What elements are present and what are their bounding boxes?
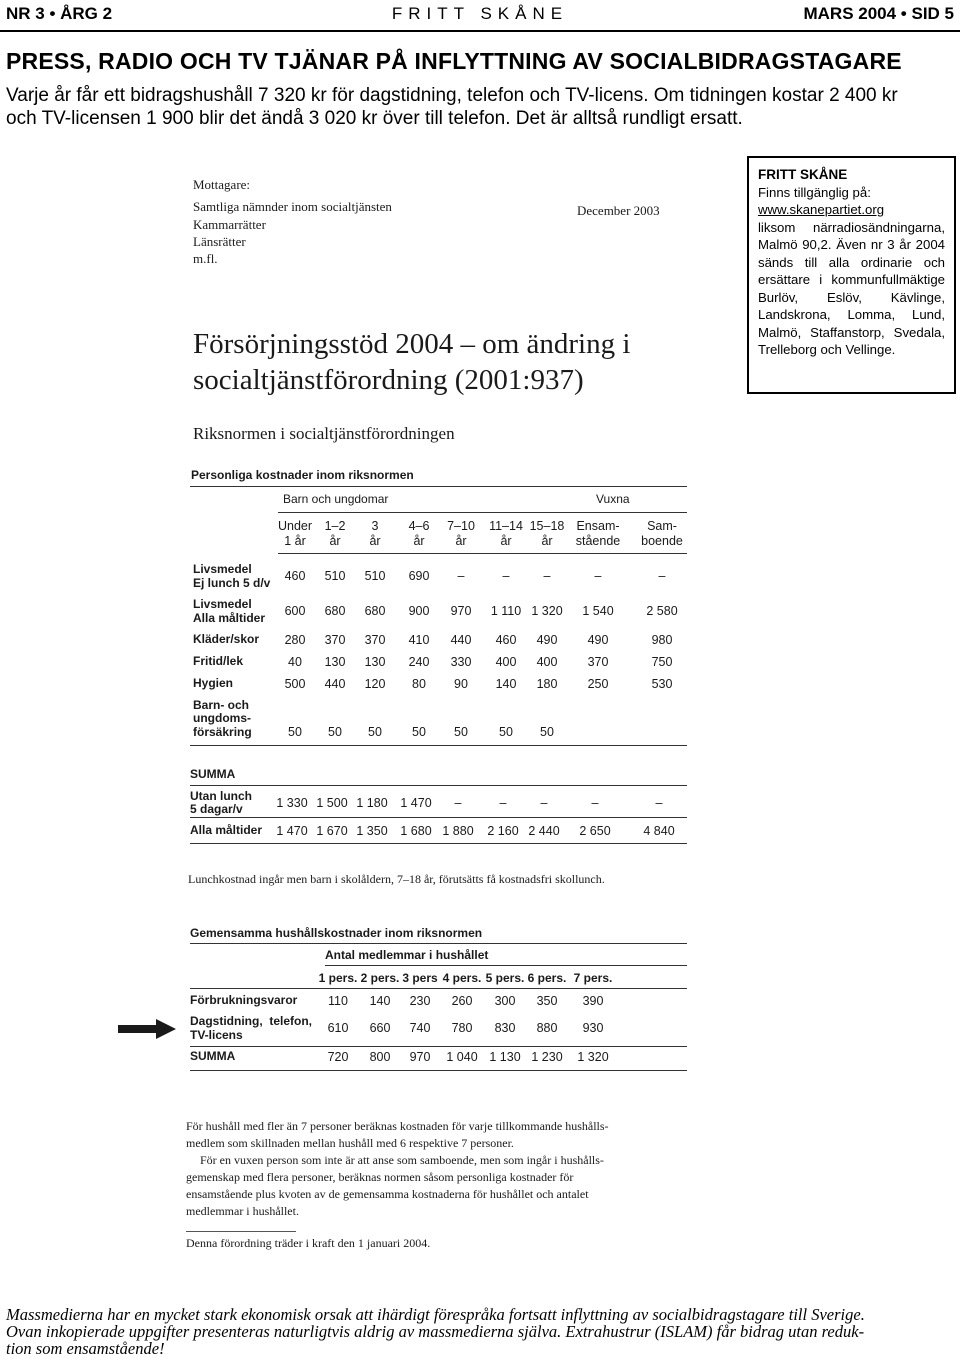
table2-cell: 970 <box>409 1050 431 1064</box>
table1-cell: 490 <box>536 633 558 647</box>
table1-cell: 120 <box>364 677 386 691</box>
note-rule <box>186 1231 296 1232</box>
table-rule <box>325 965 687 966</box>
table-rule <box>190 943 687 944</box>
table2-col-header: 4 pers. <box>442 971 482 985</box>
table1-title: Personliga kostnader inom riksnormen <box>191 468 414 482</box>
table1-cell: 690 <box>408 569 430 583</box>
table-rule <box>190 817 687 818</box>
table1-col-header: år <box>455 534 467 548</box>
lead-line: Varje år får ett bidragshushåll 7 320 kr för dagstidning, telefon och TV-licens. Om tidningen kostar 2 400 kr <box>6 85 898 106</box>
table1-cell: 50 <box>499 725 513 739</box>
issue-number: NR 3 • ÅRG 2 <box>6 4 113 23</box>
table-rule <box>190 785 687 786</box>
table1-col-header: år <box>500 534 512 548</box>
table2-cell: 260 <box>451 994 473 1008</box>
table2-title: Gemensamma hushållskostnader inom riksnormen <box>190 926 483 940</box>
table2-cell: 880 <box>536 1021 558 1035</box>
table2-cell: 230 <box>409 994 431 1008</box>
table2-row-label: SUMMA <box>190 1049 236 1063</box>
lead-line: och TV-licensen 1 900 blir det ändå 3 020 kr över till telefon. Det är alltså rundligt ersatt. <box>6 108 743 129</box>
table1-cell: 510 <box>324 569 346 583</box>
table1-cell: 50 <box>454 725 468 739</box>
table2-cell: 390 <box>582 994 604 1008</box>
table1-sum-cell: – <box>454 796 462 810</box>
table-rule <box>190 745 687 746</box>
table-rule <box>190 988 687 989</box>
table1-cell: 750 <box>651 655 673 669</box>
table2-cell: 300 <box>494 994 516 1008</box>
table1-row-label: Ej lunch 5 d/v <box>193 576 271 590</box>
table1-cell: 50 <box>540 725 554 739</box>
table1-sum-label: Utan lunch <box>190 789 252 803</box>
table2-cell: 800 <box>369 1050 391 1064</box>
table1-col-header: Sam- <box>647 519 677 533</box>
table1-sum-cell: 1 470 <box>400 796 432 810</box>
table1-cell: 50 <box>412 725 426 739</box>
table1-cell: 1 540 <box>582 604 614 618</box>
table1-cell: 50 <box>288 725 302 739</box>
table1-cell: 1 320 <box>531 604 563 618</box>
table-rule <box>190 1070 687 1071</box>
recipient: Kammarrätter <box>193 217 266 232</box>
table1-sum-cell: 1 350 <box>356 824 388 838</box>
table1-cell: 40 <box>288 655 302 669</box>
table1-sum-label: 5 dagar/v <box>190 802 243 816</box>
table2-cell: 1 040 <box>446 1050 478 1064</box>
lead-paragraph <box>6 84 958 130</box>
table1-cell: 980 <box>651 633 673 647</box>
table1-row-label: Fritid/lek <box>193 654 244 668</box>
table1-cell: 130 <box>364 655 386 669</box>
table1-cell: – <box>502 569 510 583</box>
table1-sum-cell: – <box>655 796 663 810</box>
footer-line: Ovan inkopierade uppgifter presenteras naturligtvis aldrig av massmedierna själva. Extrahustrur (ISLAM) får bidrag utan reduk- <box>6 1322 865 1341</box>
table1-col-header: år <box>329 534 341 548</box>
table2-cell: 720 <box>327 1050 349 1064</box>
arrow-right-icon <box>116 1018 178 1040</box>
table1-cell: 410 <box>408 633 430 647</box>
table1-cell: 50 <box>368 725 382 739</box>
table-rule <box>190 486 687 487</box>
recipient: m.fl. <box>193 251 218 266</box>
table1-cell: 330 <box>450 655 472 669</box>
table1-col-header: 1–2 <box>324 519 346 533</box>
table2-cell: 350 <box>536 994 558 1008</box>
info-box-line: Finns tillgänglig på: <box>758 184 871 200</box>
table1-cell: 1 110 <box>490 604 522 618</box>
effective-date: Denna förordning träder i kraft den 1 januari 2004. <box>186 1236 431 1250</box>
table1-sum-cell: 2 160 <box>487 824 519 838</box>
table-rule <box>278 512 687 513</box>
table1-sum-cell: – <box>540 796 548 810</box>
table1-cell: 80 <box>412 677 426 691</box>
date-page: MARS 2004 • SID 5 <box>803 4 954 23</box>
table2-col-header: 5 pers. <box>485 971 525 985</box>
website-link[interactable]: www.skanepartiet.org <box>758 202 885 217</box>
table2-cell: 110 <box>328 994 348 1008</box>
table1-cell: 140 <box>495 677 517 691</box>
info-box <box>747 156 956 394</box>
table1-sum-cell: 4 840 <box>643 824 675 838</box>
table1-row-label: Kläder/skor <box>193 632 260 646</box>
table2-cell: 1 230 <box>531 1050 563 1064</box>
table1-sum-cell: 1 180 <box>356 796 388 810</box>
table2-col-header: 2 pers. <box>360 971 400 985</box>
table1-row-label: Hygien <box>193 676 234 690</box>
table2-cell: 740 <box>409 1021 431 1035</box>
table1-cell: 460 <box>495 633 517 647</box>
table1-cell: 50 <box>328 725 342 739</box>
table2-col-header: 6 pers. <box>527 971 567 985</box>
table2-row-label: Förbrukningsvaror <box>190 993 298 1007</box>
table1-col-header: år <box>413 534 425 548</box>
table2-cell: 1 320 <box>577 1050 609 1064</box>
table1-cell: 130 <box>324 655 346 669</box>
table1-cell: 400 <box>495 655 517 669</box>
table1-cell: – <box>457 569 465 583</box>
table1-col-header: boende <box>641 534 683 548</box>
table2-note-line: ensamstående plus kvoten av de gemensamma kostnaderna för hushållet och antalet <box>186 1187 589 1201</box>
document-title: Försörjningsstöd 2004 – om ändring i <box>193 328 631 360</box>
table1-cell: 440 <box>324 677 346 691</box>
table2-cell: 930 <box>582 1021 604 1035</box>
table1-cell: – <box>543 569 551 583</box>
table1-col-header: stående <box>575 534 621 548</box>
table1-row-label: Barn- och <box>193 698 250 712</box>
table1-cell: 500 <box>284 677 306 691</box>
header-rule <box>0 30 960 32</box>
table-rule <box>190 1046 687 1047</box>
table1-cell: – <box>658 569 666 583</box>
table1-note: Lunchkostnad ingår men barn i skolåldern, 7–18 år, förutsätts få kostnadsfri skollunch. <box>188 872 605 886</box>
table1-cell: 680 <box>324 604 346 618</box>
table2-cell: 610 <box>327 1021 349 1035</box>
table1-row-label: Livsmedel <box>193 597 252 611</box>
table2-cell: 140 <box>369 994 391 1008</box>
table1-sum-cell: 1 670 <box>316 824 348 838</box>
info-box-title: FRITT SKÅNE <box>758 167 848 182</box>
table1-cell: 180 <box>536 677 558 691</box>
table1-col-header: 3 <box>371 519 379 533</box>
table1-col-header: 11–14 <box>489 519 523 533</box>
table1-cell: 370 <box>324 633 346 647</box>
footer-commentary <box>6 1306 956 1357</box>
table1-col-header: Under <box>277 519 313 533</box>
table-rule <box>190 843 687 844</box>
table2-row-label: TV-licens <box>190 1028 243 1042</box>
table1-group-children: Barn och ungdomar <box>283 492 389 506</box>
table1-cell: 680 <box>364 604 386 618</box>
table1-col-header: 4–6 <box>408 519 430 533</box>
table2-note-line: För hushåll med fler än 7 personer beräknas kostnaden för varje tillkommande hushålls- <box>186 1119 609 1133</box>
table2-group: Antal medlemmar i hushållet <box>325 948 489 962</box>
table1-sum-cell: 1 680 <box>400 824 432 838</box>
table1-cell: 900 <box>408 604 430 618</box>
table2-note-line: medlemmar i hushållet. <box>186 1204 299 1218</box>
info-box-body: liksom närradiosändningarna, Malmö 90,2. Även nr 3 år 2004 sänds till alla ordinarie och ersättare i kommunfullmäktige Burlöv, Eslöv, Kävlinge, Landskrona, Lomma, Lund, Malmö, Staffanstorp, Svedala, Trelleborg och Vellinge. <box>758 219 945 357</box>
table2-col-header: 3 pers <box>402 971 438 985</box>
table1-group-adults: Vuxna <box>596 492 630 506</box>
table1-cell: 970 <box>450 604 472 618</box>
table1-sum-cell: 2 440 <box>528 824 560 838</box>
table2-row-label: Dagstidning, telefon, <box>190 1014 312 1028</box>
table2-cell: 780 <box>451 1021 473 1035</box>
table2-col-header: 7 pers. <box>573 971 613 985</box>
table1-cell: 600 <box>284 604 306 618</box>
headline: PRESS, RADIO OCH TV TJÄNAR PÅ INFLYTTNING AV SOCIALBIDRAGSTAGARE <box>6 48 902 74</box>
table1-cell: 530 <box>651 677 673 691</box>
table1-cell: 400 <box>536 655 558 669</box>
table1-cell: 370 <box>587 655 609 669</box>
table1-cell: 280 <box>284 633 306 647</box>
table1-sum-cell: 2 650 <box>579 824 611 838</box>
table1-col-header: år <box>541 534 553 548</box>
table1-cell: – <box>594 569 602 583</box>
table1-sum-cell: 1 330 <box>276 796 308 810</box>
table1-cell: 240 <box>408 655 430 669</box>
table1-cell: 510 <box>364 569 386 583</box>
document-subtitle: Riksnormen i socialtjänstförordningen <box>193 424 455 443</box>
table2-note-line: För en vuxen person som inte är att anse som samboende, men som ingår i hushålls- <box>200 1153 604 1167</box>
table1-col-header: år <box>369 534 381 548</box>
table1-cell: 90 <box>454 677 468 691</box>
table1-sum-cell: 1 470 <box>276 824 308 838</box>
footer-line: tion som ensamstående! <box>6 1339 165 1358</box>
table1-cell: 2 580 <box>646 604 678 618</box>
table2-note-line: gemenskap med flera personer, beräknas normen såsom personliga kostnader för <box>186 1170 574 1184</box>
table1-sum-label: Alla måltider <box>190 823 263 837</box>
table1-cell: 460 <box>284 569 306 583</box>
document-title: socialtjänstförordning (2001:937) <box>193 364 584 396</box>
recipient: Samtliga nämnder inom socialtjänsten <box>193 199 392 214</box>
table-rule <box>278 553 687 554</box>
table2-note-line: medlem som skillnaden mellan hushåll med 6 respektive 7 personer. <box>186 1136 514 1150</box>
table1-sum-cell: – <box>591 796 599 810</box>
table2-cell: 830 <box>494 1021 516 1035</box>
table1-cell: 440 <box>450 633 472 647</box>
table1-row-label: försäkring <box>193 725 252 739</box>
recipients-label: Mottagare: <box>193 177 251 192</box>
table1-cell: 250 <box>587 677 609 691</box>
table2-cell: 1 130 <box>489 1050 521 1064</box>
table1-col-header: Ensam- <box>576 519 620 533</box>
table1-col-header: 15–18 <box>529 519 565 533</box>
table1-sum-title: SUMMA <box>190 767 236 781</box>
table2-col-header: 1 pers. <box>318 971 358 985</box>
table1-cell: 370 <box>364 633 386 647</box>
table1-sum-cell: – <box>499 796 507 810</box>
recipient: Länsrätter <box>193 234 246 249</box>
table1-row-label: ungdoms- <box>193 711 251 725</box>
paper-name: FRITT SKÅNE <box>391 4 569 23</box>
table2-cell: 660 <box>369 1021 391 1035</box>
table1-sum-cell: 1 880 <box>442 824 474 838</box>
table1-col-header: 1 år <box>284 534 306 548</box>
table1-sum-cell: 1 500 <box>316 796 348 810</box>
table1-col-header: 7–10 <box>447 519 475 533</box>
document-date: December 2003 <box>577 203 660 218</box>
footer-line: Massmedierna har en mycket stark ekonomisk orsak att ihärdigt förespråka fortsatt inflyttning av socialbidragstagare till Sverige. <box>6 1305 865 1324</box>
table1-cell: 490 <box>587 633 609 647</box>
table1-row-label: Alla måltider <box>193 611 266 625</box>
table1-row-label: Livsmedel <box>193 562 252 576</box>
